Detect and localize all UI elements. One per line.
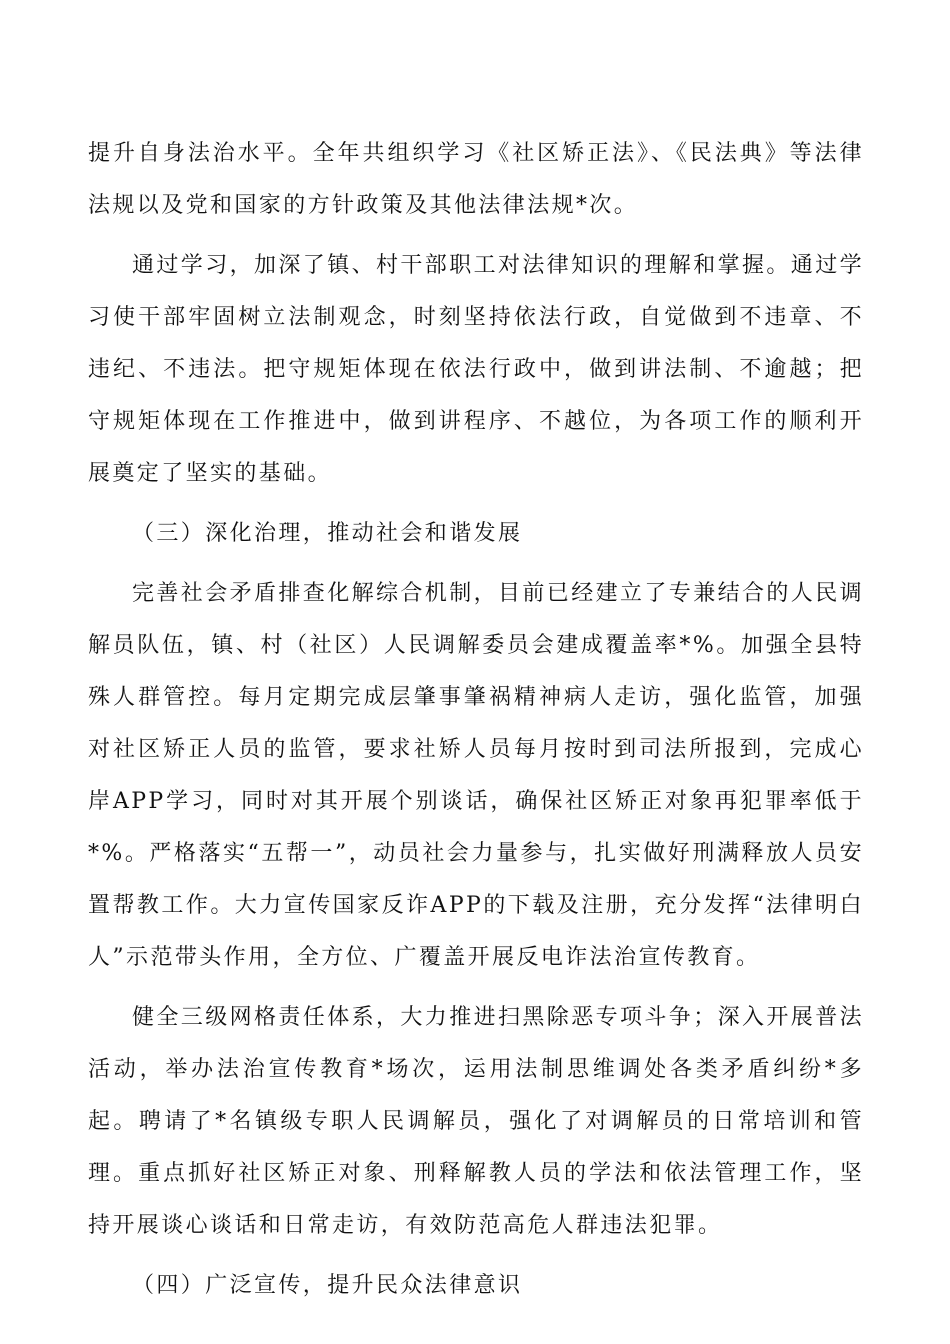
paragraph-grid-responsibility: 健全三级网格责任体系，大力推进扫黑除恶专项斗争；深入开展普法活动，举办法治宣传教育*场次，运用法制思维调处各类矛盾纠纷*多起。聘请了*名镇级专职人民调解员，强化了对调解员的日常培训和管理。重点抓好社区矫正对象、刑释解教人员的学法和依法管理工作，坚持开展谈心谈话和日常走访，有效防范高危人群违法犯罪。: [88, 1005, 865, 1238]
document-body: [88, 128, 864, 1312]
section-heading-4: （四）广泛宣传，提升民众法律意识: [132, 1273, 523, 1298]
paragraph-spacer: [88, 560, 864, 568]
paragraph-conflict-resolution: 完善社会矛盾排查化解综合机制，目前已经建立了专兼结合的人民调解员队伍，镇、村（社区）人民调解委员会建成覆盖率*%。加强全县特殊人群管控。每月定期完成层肇事肇祸精神病人走访，强化监管，加强对社区矫正人员的监管，要求社矫人员每月按时到司法所报到，完成心岸APP学习，同时对其开展个别谈话，确保社区矫正对象再犯罪率低于*%。严格落实“五帮一”，动员社会力量参与，扎实做好刑满释放人员安置帮教工作。大力宣传国家反诈APP的下载及注册，充分发挥“法律明白人”示范带头作用，全方位、广覆盖开展反电诈法治宣传教育。: [88, 581, 865, 970]
section-heading-3: （三）深化治理，推动社会和谐发展: [132, 521, 523, 546]
paragraph-spacer: [88, 984, 864, 992]
paragraph-study-outcomes: 通过学习，加深了镇、村干部职工对法律知识的理解和掌握。通过学习使干部牢固树立法制观念，时刻坚持依法行政，自觉做到不违章、不违纪、不违法。把守规矩体现在依法行政中，做到讲法制、不逾越；把守规矩体现在工作推进中，做到讲程序、不越位，为各项工作的顺利开展奠定了坚实的基础。: [88, 253, 865, 486]
paragraph-spacer: [88, 1252, 864, 1260]
paragraph-continuation: 提升自身法治水平。全年共组织学习《社区矫正法》、《民法典》等法律法规以及党和国家的方针政策及其他法律法规*次。: [88, 141, 864, 218]
paragraph-spacer: [88, 232, 864, 240]
paragraph-spacer: [88, 500, 864, 508]
